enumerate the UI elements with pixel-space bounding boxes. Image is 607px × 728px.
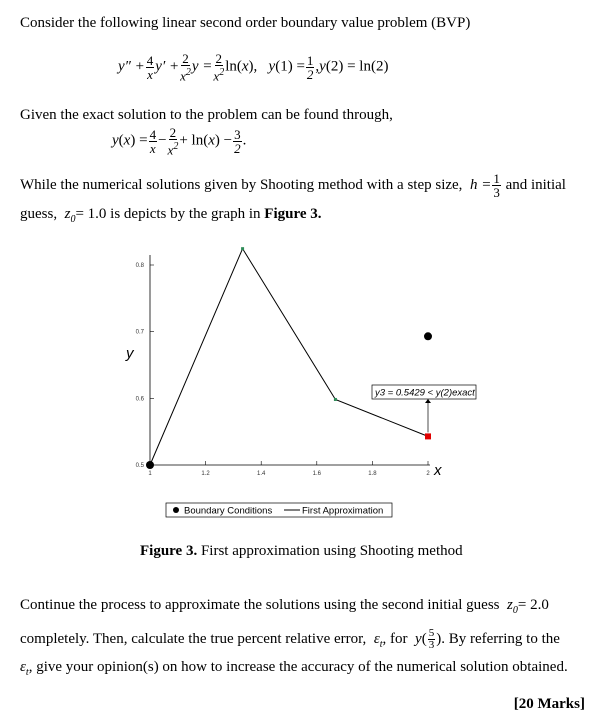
- legend-label-approximation: First Approximation: [302, 505, 384, 517]
- x-tick-label: 2: [426, 471, 430, 477]
- x-tick-label: 1.4: [257, 471, 266, 477]
- legend-label-boundary: Boundary Conditions: [184, 505, 273, 517]
- y-tick-label: 0.5: [135, 463, 144, 469]
- approximation-point: [334, 398, 337, 401]
- bvp-equation: y″ + $\frac{4}{x}$ y′ + $\frac{2}{x^2}$ y = $\frac{2}{x^2}$ ln(x), y(1) = $\frac{1}{2}$ ,y(2) = ln(2): [118, 51, 389, 84]
- opinion-text-body: , give your opinion(s) on how to increase the accuracy of the numerical solution obtained.: [28, 659, 568, 675]
- continue-text-part1: Continue the process to approximate the solutions using the second initial guess: [20, 597, 500, 613]
- shooting-text-part2: and initial: [505, 176, 566, 193]
- caption-label: Figure 3.: [140, 543, 198, 559]
- exact-solution-equation: y(x) = $\frac{4}{x}$ − $\frac{2}{x^2}$ + ln(x) − $\frac{3}{2}$ .: [112, 125, 247, 158]
- shooting-text-part1: While the numerical solutions given by Shooting method with a step size,: [20, 176, 463, 193]
- x-tick-label: 1.2: [201, 471, 210, 477]
- y-tick-label: 0.6: [135, 396, 144, 403]
- guess-value: = 1.0: [75, 206, 107, 222]
- y-tick-label: 0.8: [135, 263, 144, 269]
- x-tick-label: 1.6: [312, 471, 321, 477]
- y-axis-label: y: [126, 345, 134, 362]
- x-axis-label: x: [434, 462, 442, 479]
- second-guess-value: = 2.0: [517, 597, 549, 613]
- intro-text: Consider the following linear second order boundary value problem (BVP): [20, 15, 471, 31]
- approximation-line: [150, 249, 428, 465]
- guess-text: guess, $z_0= 1.0$ is depicts by the graph in Figure 3.: [20, 206, 322, 225]
- figure-reference: Figure 3.: [264, 206, 322, 222]
- completely-text-part3: . By referring to the: [441, 630, 560, 647]
- approximation-point: [425, 433, 431, 439]
- annotation-arrowhead: [425, 399, 431, 403]
- x-tick-label: 1.8: [368, 471, 377, 477]
- continue-text: Continue the process to approximate the solutions using the second initial guess $z_0= 2.0$: [20, 597, 549, 616]
- figure-3-chart: [0, 235, 607, 535]
- x-tick-label: 1: [148, 471, 152, 477]
- figure-caption: [140, 542, 463, 560]
- guess-text-part2: is depicts by the graph in: [110, 206, 261, 222]
- completely-text-part2: , for: [382, 630, 408, 647]
- completely-text-part1: completely. Then, calculate the true percent relative error,: [20, 630, 367, 647]
- legend-marker-boundary: [173, 507, 179, 513]
- marks: [20 Marks]: [513, 696, 585, 712]
- approximation-point: [241, 247, 244, 250]
- opinion-text: $\varepsilon_t$, give your opinion(s) on how to increase the accuracy of the numerical solution obtained.: [20, 659, 568, 678]
- given-text: Given the exact solution to the problem can be found through,: [20, 107, 393, 123]
- boundary-point: [146, 461, 154, 469]
- completely-text: completely. Then, calculate the true percent relative error, $\varepsilon_t$, for y( $\frac{5}{3}$ ). By referring to the: [20, 627, 560, 651]
- boundary-point: [424, 332, 432, 340]
- y-tick-label: 0.7: [135, 329, 144, 336]
- guess-text-part1: guess,: [20, 206, 58, 222]
- shooting-text: While the numerical solutions given by Shooting method with a step size, h = $\frac{1}{3}$ and initial: [20, 171, 566, 200]
- annotation-text: y3 = 0.5429 < y(2)exact: [375, 387, 475, 399]
- caption-text: First approximation using Shooting method: [200, 543, 463, 559]
